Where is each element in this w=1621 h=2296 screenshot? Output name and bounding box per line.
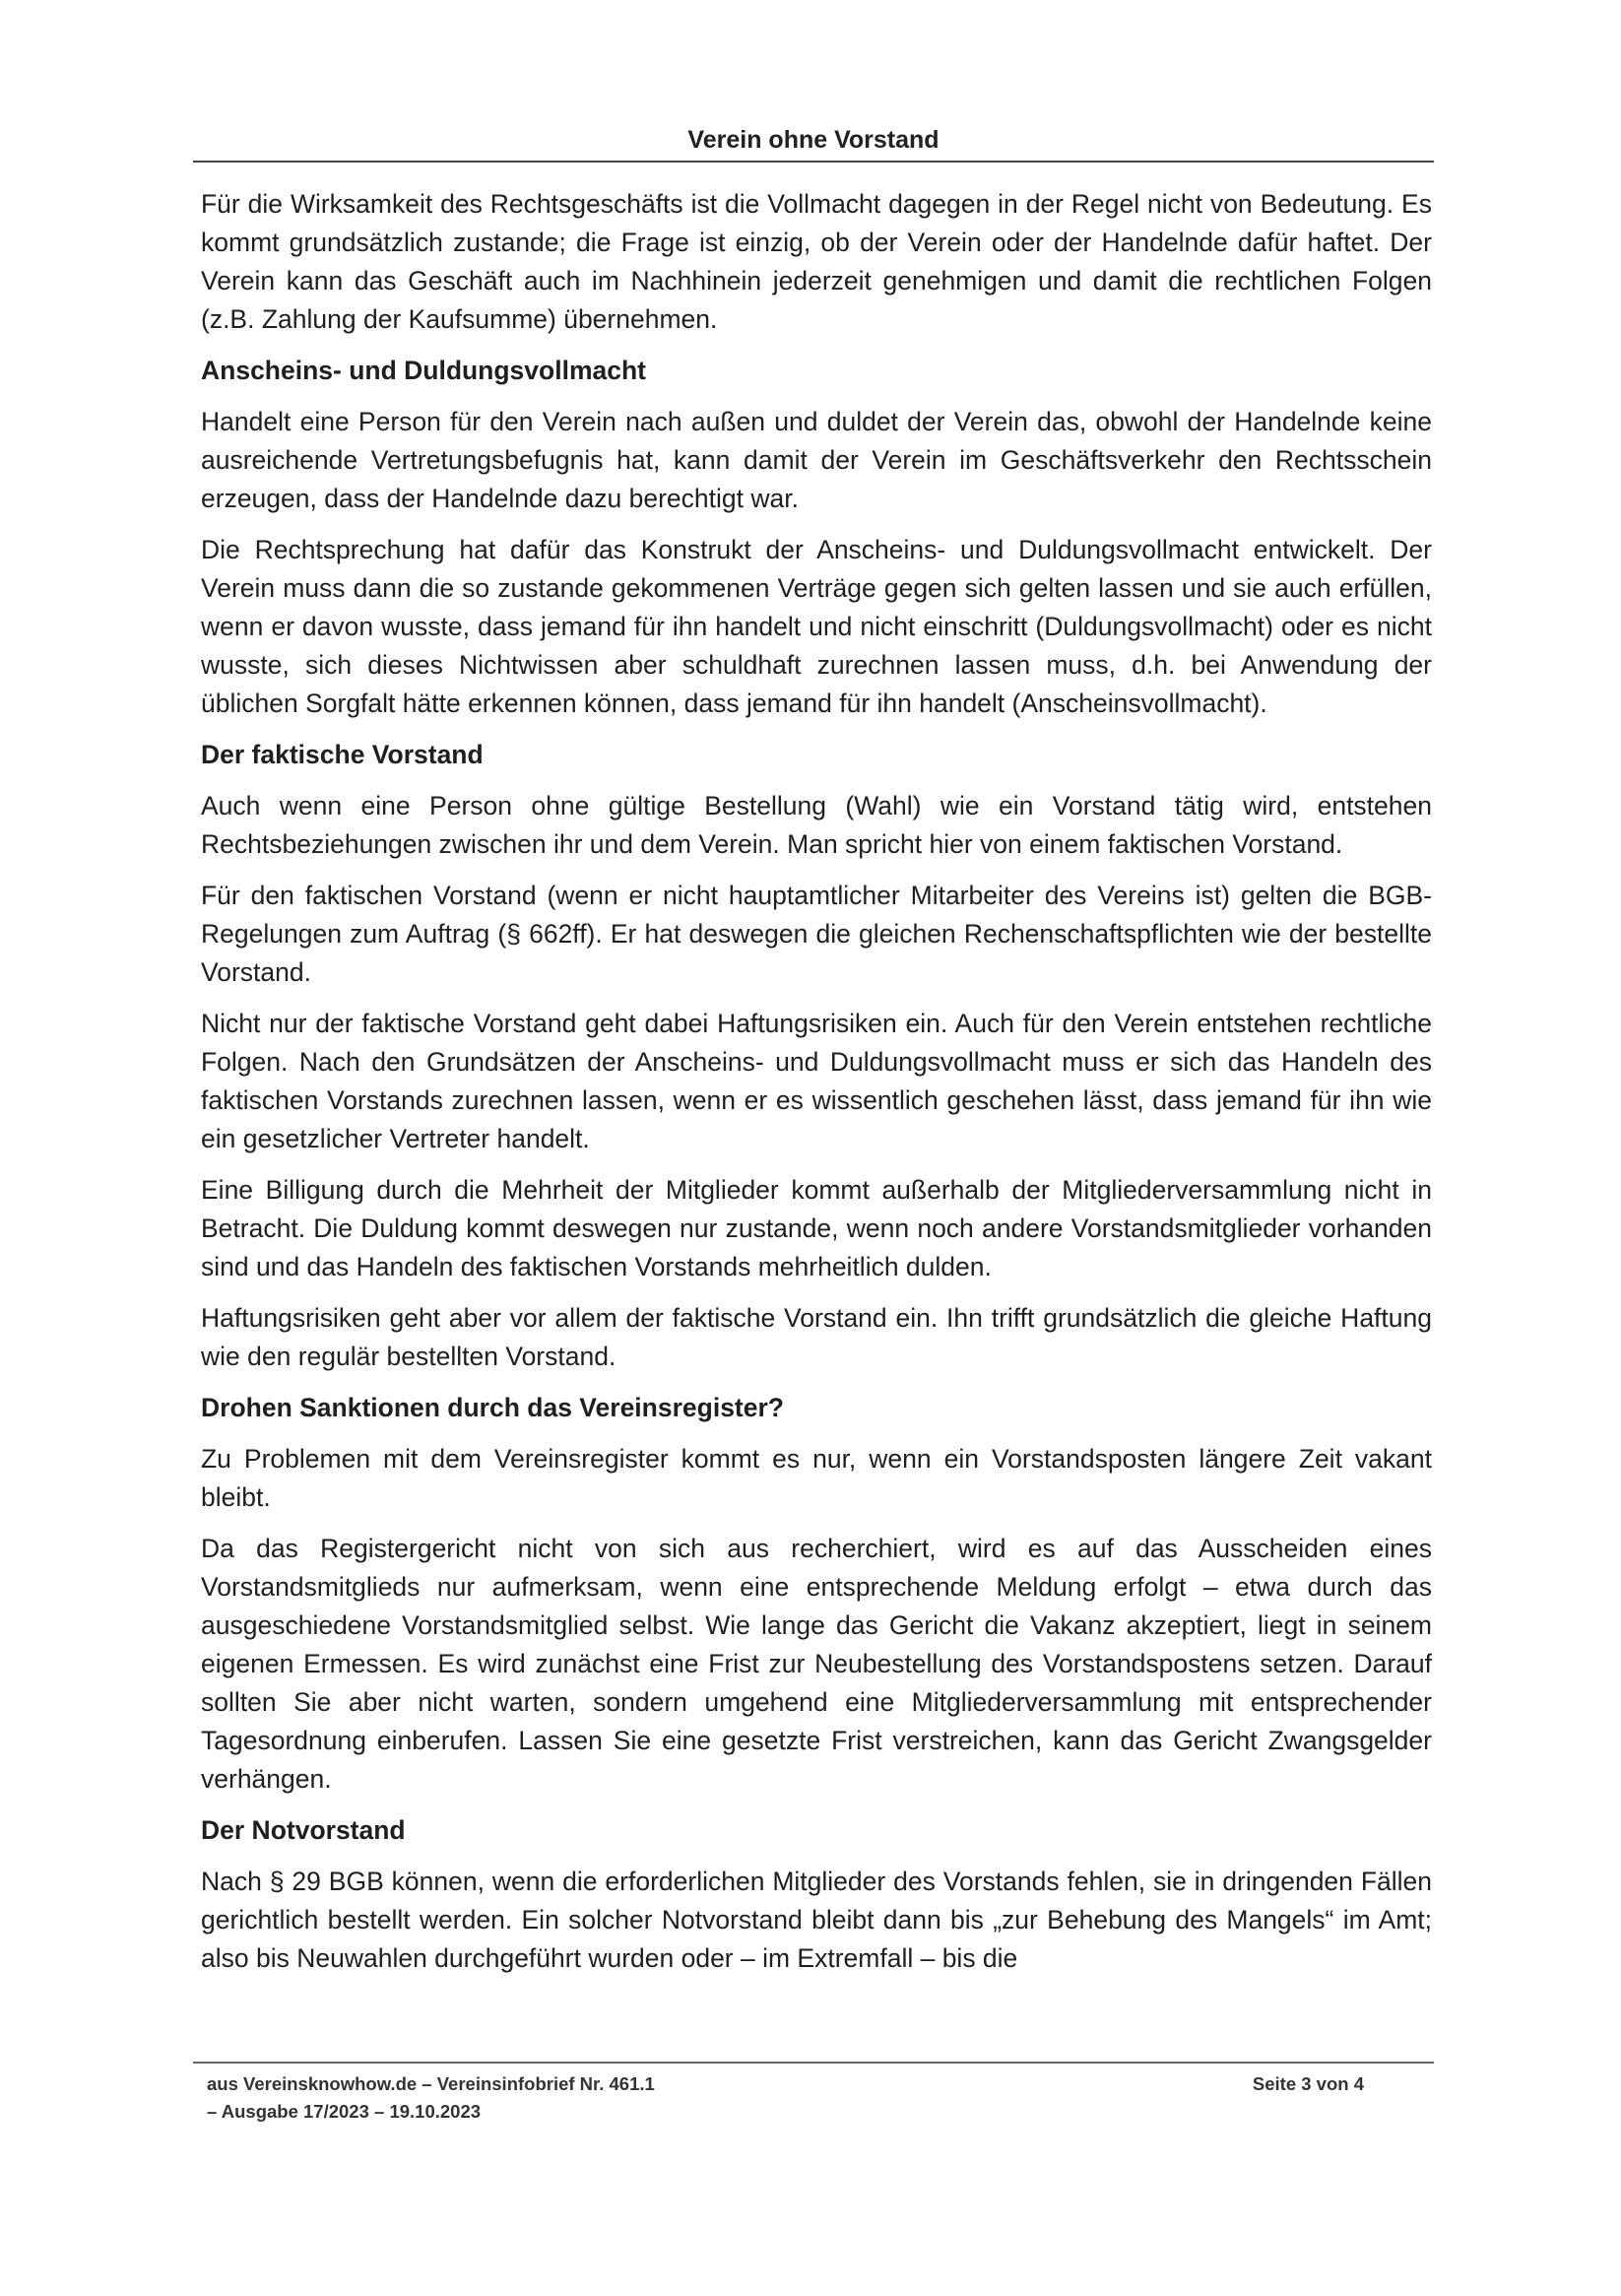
paragraph: Die Rechtsprechung hat dafür das Konstrukt der Anscheins- und Duldungsvollmacht entwickelt. Der Verein muss dann die so zustande gekommenen Verträge gegen sich gelten lassen und sie auch erfüllen, wenn er davon wusste, dass jemand für ihn handelt und nicht einschritt (Duldungsvollmacht) oder es nicht wusste, sich dieses Nichtwissen aber schuldhaft zurechnen lassen muss, d.h. bei Anwendung der üblichen Sorgfalt hätte erkennen können, dass jemand für ihn handelt (Anscheinsvollmacht). — [201, 535, 1432, 718]
paragraph: Für den faktischen Vorstand (wenn er nicht hauptamtlicher Mitarbeiter des Vereins ist) gelten die BGB-Regelungen zum Auftrag (§ 662ff). Er hat deswegen die gleichen Rechenschaftspflichten wie der bestellte Vorstand. — [201, 881, 1432, 987]
footer-source-line: aus Vereinsknowhow.de – Vereinsinfobrief Nr. 461.1 — [207, 2073, 655, 2094]
paragraph: Nicht nur der faktische Vorstand geht dabei Haftungsrisiken ein. Auch für den Verein entstehen rechtliche Folgen. Nach den Grundsätzen der Anscheins- und Duldungsvollmacht muss er sich das Handeln des faktischen Vorstands zurechnen lassen, wenn er es wissentlich geschehen lässt, dass jemand für ihn wie ein gesetzlicher Vertreter handelt. — [201, 1009, 1432, 1153]
paragraph: Da das Registergericht nicht von sich aus recherchiert, wird es auf das Ausscheiden eines Vorstandsmitglieds nur aufmerksam, wenn eine entsprechende Meldung erfolgt – etwa durch das ausgeschiedene Vorstandsmitglied selbst. Wie lange das Gericht die Vakanz akzeptiert, liegt in seinem eigenen Ermessen. Es wird zunächst eine Frist zur Neubestellung des Vorstandspostens setzen. Darauf sollten Sie aber nicht warten, sondern umgehend eine Mitgliederversammlung mit entsprechender Tagesordnung einberufen. Lassen Sie eine gesetzte Frist verstreichen, kann das Gericht Zwangsgelder verhängen. — [201, 1534, 1432, 1794]
paragraph: Handelt eine Person für den Verein nach außen und duldet der Verein das, obwohl der Handelnde keine ausreichende Vertretungsbefugnis hat, kann damit der Verein im Geschäftsverkehr den Rechtsschein erzeugen, dass der Handelnde dazu berechtigt war. — [201, 407, 1432, 513]
paragraph: Zu Problemen mit dem Vereinsregister kommt es nur, wenn ein Vorstandsposten längere Zeit vakant bleibt. — [201, 1444, 1432, 1512]
footer-issue-line: – Ausgabe 17/2023 – 19.10.2023 — [207, 2101, 482, 2122]
section-heading: Anscheins- und Duldungsvollmacht — [201, 356, 647, 385]
paragraph: Eine Billigung durch die Mehrheit der Mitglieder kommt außerhalb der Mitgliederversammlung nicht in Betracht. Die Duldung kommt deswegen nur zustande, wenn noch andere Vorstandsmitglieder vorhanden sind und das Handeln des faktischen Vorstands mehrheitlich dulden. — [201, 1175, 1432, 1281]
page-header-title: Verein ohne Vorstand — [687, 126, 940, 154]
footer-divider — [193, 2062, 1434, 2064]
page-number: Seite 3 von 4 — [1252, 2073, 1364, 2094]
section-heading: Drohen Sanktionen durch das Vereinsregister? — [201, 1393, 784, 1422]
section-heading: Der faktische Vorstand — [201, 740, 484, 769]
paragraph: Haftungsrisiken geht aber vor allem der faktische Vorstand ein. Ihn trifft grundsätzlich die gleiche Haftung wie den regulär bestellten Vorstand. — [201, 1303, 1432, 1371]
paragraph: Für die Wirksamkeit des Rechtsgeschäfts ist die Vollmacht dagegen in der Regel nicht von Bedeutung. Es kommt grundsätzlich zustande; die Frage ist einzig, ob der Verein oder der Handelnde dafür haftet. Der Verein kann das Geschäft auch im Nachhinein jederzeit genehmigen und damit die rechtlichen Folgen (z.B. Zahlung der Kaufsumme) übernehmen. — [201, 189, 1432, 334]
document-body — [201, 185, 1432, 1991]
paragraph: Auch wenn eine Person ohne gültige Bestellung (Wahl) wie ein Vorstand tätig wird, entstehen Rechtsbeziehungen zwischen ihr und dem Verein. Man spricht hier von einem faktischen Vorstand. — [201, 791, 1432, 859]
section-heading: Der Notvorstand — [201, 1815, 406, 1845]
header-divider — [193, 161, 1434, 163]
paragraph: Nach § 29 BGB können, wenn die erforderlichen Mitglieder des Vorstands fehlen, sie in dringenden Fällen gerichtlich bestellt werden. Ein solcher Notvorstand bleibt dann bis „zur Behebung des Mangels“ im Amt; also bis Neuwahlen durchgeführt wurden oder – im Extremfall – bis die — [201, 1867, 1432, 1973]
page-footer — [207, 2070, 1364, 2126]
